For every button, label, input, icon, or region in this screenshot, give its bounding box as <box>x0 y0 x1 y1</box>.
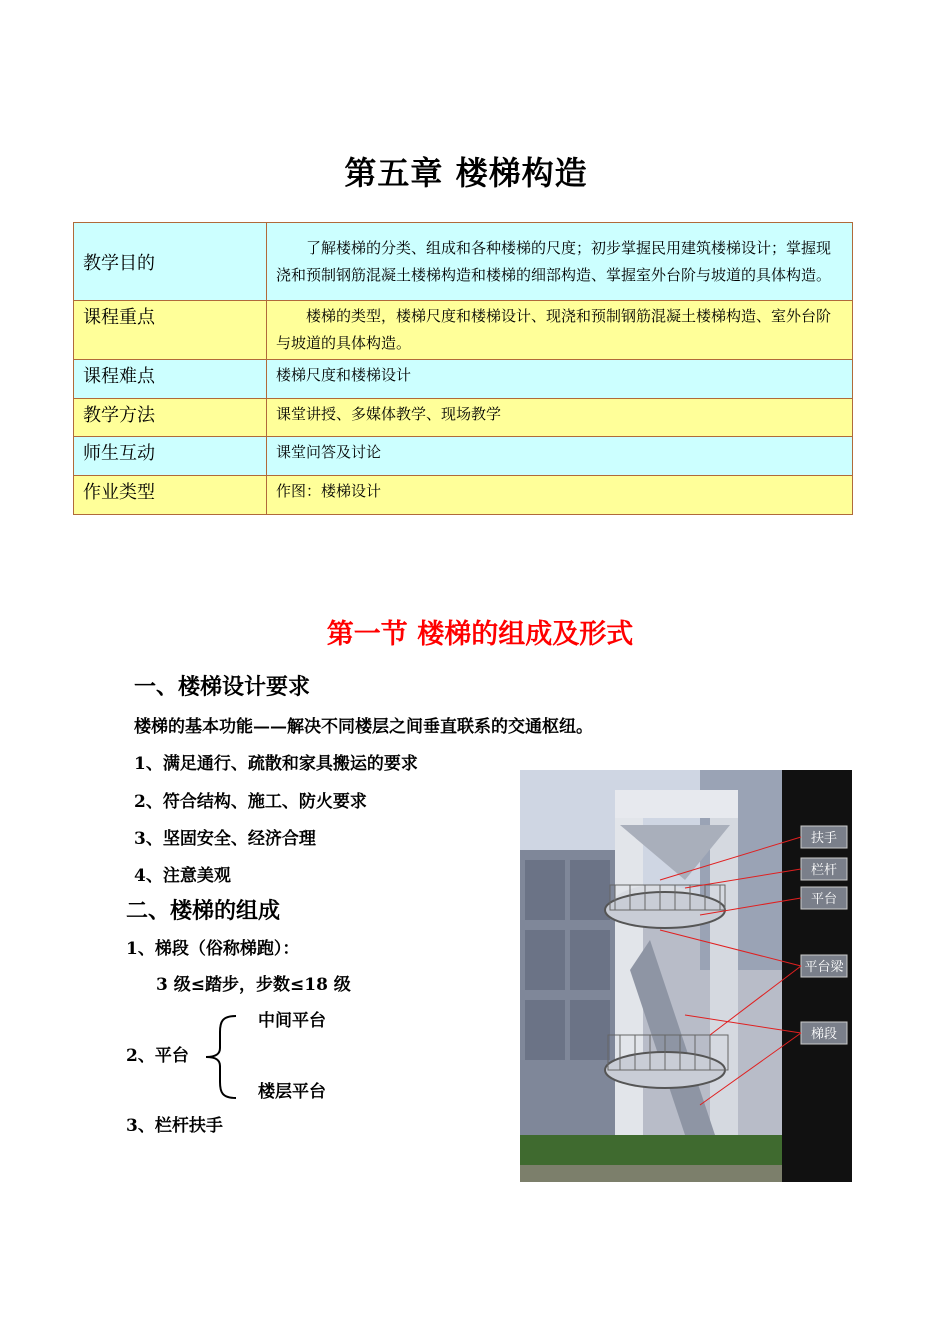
row-label: 课程重点 <box>74 301 267 360</box>
step-rule-note: 3 级≤踏步，步数≤18 级 <box>156 975 351 995</box>
row-label: 教学方法 <box>74 399 267 437</box>
stair-photo <box>520 770 852 1182</box>
teaching-info-table <box>73 222 853 515</box>
list-item: 3、栏杆扶手 <box>126 1116 223 1136</box>
row-label: 师生互动 <box>74 437 267 476</box>
row-content: 课堂讲授、多媒体教学、现场教学 <box>267 399 853 437</box>
label-railing: 栏杆 <box>810 863 838 878</box>
intro-text: 楼梯的基本功能——解决不同楼层之间垂直联系的交通枢纽。 <box>134 717 593 737</box>
row-label: 教学目的 <box>74 223 267 301</box>
row-label: 作业类型 <box>74 476 267 515</box>
list-item: 2、符合结构、施工、防火要求 <box>134 792 367 812</box>
row-content: 课堂问答及讨论 <box>267 437 853 476</box>
row-label: 课程难点 <box>74 360 267 399</box>
label-landing: 平台 <box>810 892 838 907</box>
curly-brace <box>200 1012 240 1102</box>
list-item: 3、坚固安全、经济合理 <box>134 829 316 849</box>
list-item: 4、注意美观 <box>134 866 231 886</box>
row-content: 楼梯的类型，楼梯尺度和楼梯设计、现浇和预制钢筋混凝土楼梯构造、室外台阶与坡道的具体构造。 <box>267 301 853 360</box>
table-row <box>74 301 853 360</box>
table-row <box>74 223 853 301</box>
table-row <box>74 437 853 476</box>
list-item: 2、平台 <box>126 1046 189 1066</box>
label-landing-beam: 平台梁 <box>804 960 844 975</box>
list-item: 1、满足通行、疏散和家具搬运的要求 <box>134 754 418 774</box>
row-content: 作图：楼梯设计 <box>267 476 853 515</box>
table-row <box>74 360 853 399</box>
label-handrail: 扶手 <box>810 831 838 846</box>
section-title: 第一节 楼梯的组成及形式 <box>326 619 634 650</box>
table-row <box>74 476 853 515</box>
label-flight: 梯段 <box>810 1027 838 1042</box>
row-content: 楼梯尺度和楼梯设计 <box>267 360 853 399</box>
heading-composition: 二、楼梯的组成 <box>126 898 281 924</box>
heading-design-requirements: 一、楼梯设计要求 <box>134 674 311 700</box>
row-content: 了解楼梯的分类、组成和各种楼梯的尺度；初步掌握民用建筑楼梯设计；掌握现浇和预制钢筋混凝土楼梯构造和楼梯的细部构造、掌握室外台阶与坡道的具体构造。 <box>267 223 853 301</box>
sub-item: 楼层平台 <box>258 1082 326 1102</box>
list-item: 1、梯段（俗称梯跑）： <box>126 939 300 959</box>
table-row <box>74 399 853 437</box>
chapter-title: 第五章 楼梯构造 <box>344 154 588 192</box>
sub-item: 中间平台 <box>258 1011 326 1031</box>
